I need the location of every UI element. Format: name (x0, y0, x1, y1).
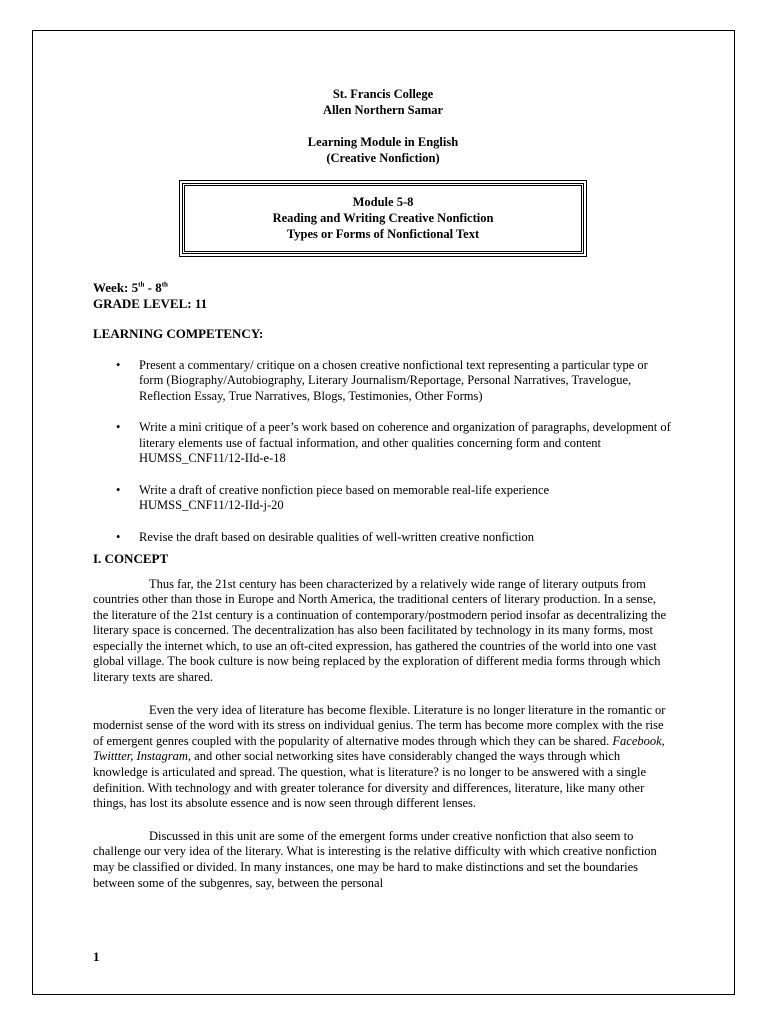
grade-level: GRADE LEVEL: 11 (93, 296, 208, 311)
module-title-box (182, 183, 584, 254)
bullet-icon: • (116, 529, 121, 544)
module-number: Module 5-8 (352, 195, 414, 209)
document-body (93, 86, 673, 891)
module-subtopic: Types or Forms of Nonfictional Text (286, 227, 480, 241)
document-header (93, 86, 673, 166)
bullet-icon: • (116, 420, 121, 434)
bullet-icon: • (116, 357, 121, 372)
concept-paragraph-1: Thus far, the 21st century has been characterized by a relatively wide range of literary outputs from countries other than those in Europe and North America, the traditional centers of literary production. In a sense, the literature of the 21st century is a continuation of contemporary/postmodern period insofar as decentralizing the literary space is concerned. The decentralization has also been facilitated by technology in its many forms, most especially the internet which, to use an oft-cited expression, has gathered the countries of the world into one vast global village. The book culture is now being replaced by the exploration of different media forms through which literary texts are shared. (93, 576, 667, 685)
list-item: • Write a mini critique of a peer’s work based on coherence and organization of paragraphs, development of literary elements use of factual information, and other qualities concerning form and content HUMSS_CNF11/12-IId-e-18 (116, 420, 671, 465)
competency-list (93, 358, 673, 546)
module-meta (93, 280, 673, 312)
concept-heading: I. CONCEPT (93, 551, 169, 566)
list-item: • Present a commentary/ critique on a chosen creative nonfictional text representing a particular type or form (Biography/Autobiography, Literary Journalism/Reportage, Personal Narratives, Travelogue, Reflection Essay, True Narratives, Blogs, Testimonies, Other Forms) (116, 357, 648, 403)
subject-title: (Creative Nonfiction) (326, 151, 440, 165)
school-location: Allen Northern Samar (322, 103, 444, 117)
concept-paragraph-3: Discussed in this unit are some of the emergent forms under creative nonfiction that also seem to challenge our very idea of the literary. What is interesting is the relative difficulty with which creative nonfiction may be classified or divided. In many instances, one may be hard to make distinctions and set the boundaries between some of the subgenres, say, between the personal (93, 828, 657, 890)
learning-competency-heading: LEARNING COMPETENCY: (93, 326, 264, 341)
concept-paragraph-2: Even the very idea of literature has become flexible. Literature is no longer literature in the romantic or modernist sense of the word with its stress on individual genius. The term has become more complex with the rise of emergent genres coupled with the popularity of alternative modes through which they can be shared. Facebook, Twittter, Instagram, and other social networking sites have considerably changed the ways through which knowledge is articulated and spread. The question, what is literature? is no longer to be answered with a single definition. With technology and with greater tolerance for diversity and differences, literature, like many other things, has lost its absolute essence and is now seen through different lenses. (93, 702, 666, 811)
week-label: Week: 5th - 8th (93, 280, 168, 295)
list-item: • Revise the draft based on desirable qualities of well-written creative nonfiction (116, 529, 535, 544)
list-item: • Write a draft of creative nonfiction piece based on memorable real-life experience HUMSS_CNF11/12-IId-j-20 (116, 482, 550, 512)
competency-code: HUMSS_CNF11/12-IId-e-18 (139, 451, 286, 465)
competency-code: HUMSS_CNF11/12-IId-j-20 (139, 498, 284, 512)
bullet-icon: • (116, 482, 121, 497)
module-title: Learning Module in English (307, 135, 459, 149)
page-number: 1 (93, 949, 100, 964)
school-name: St. Francis College (332, 87, 434, 101)
module-topic: Reading and Writing Creative Nonfiction (272, 211, 494, 225)
